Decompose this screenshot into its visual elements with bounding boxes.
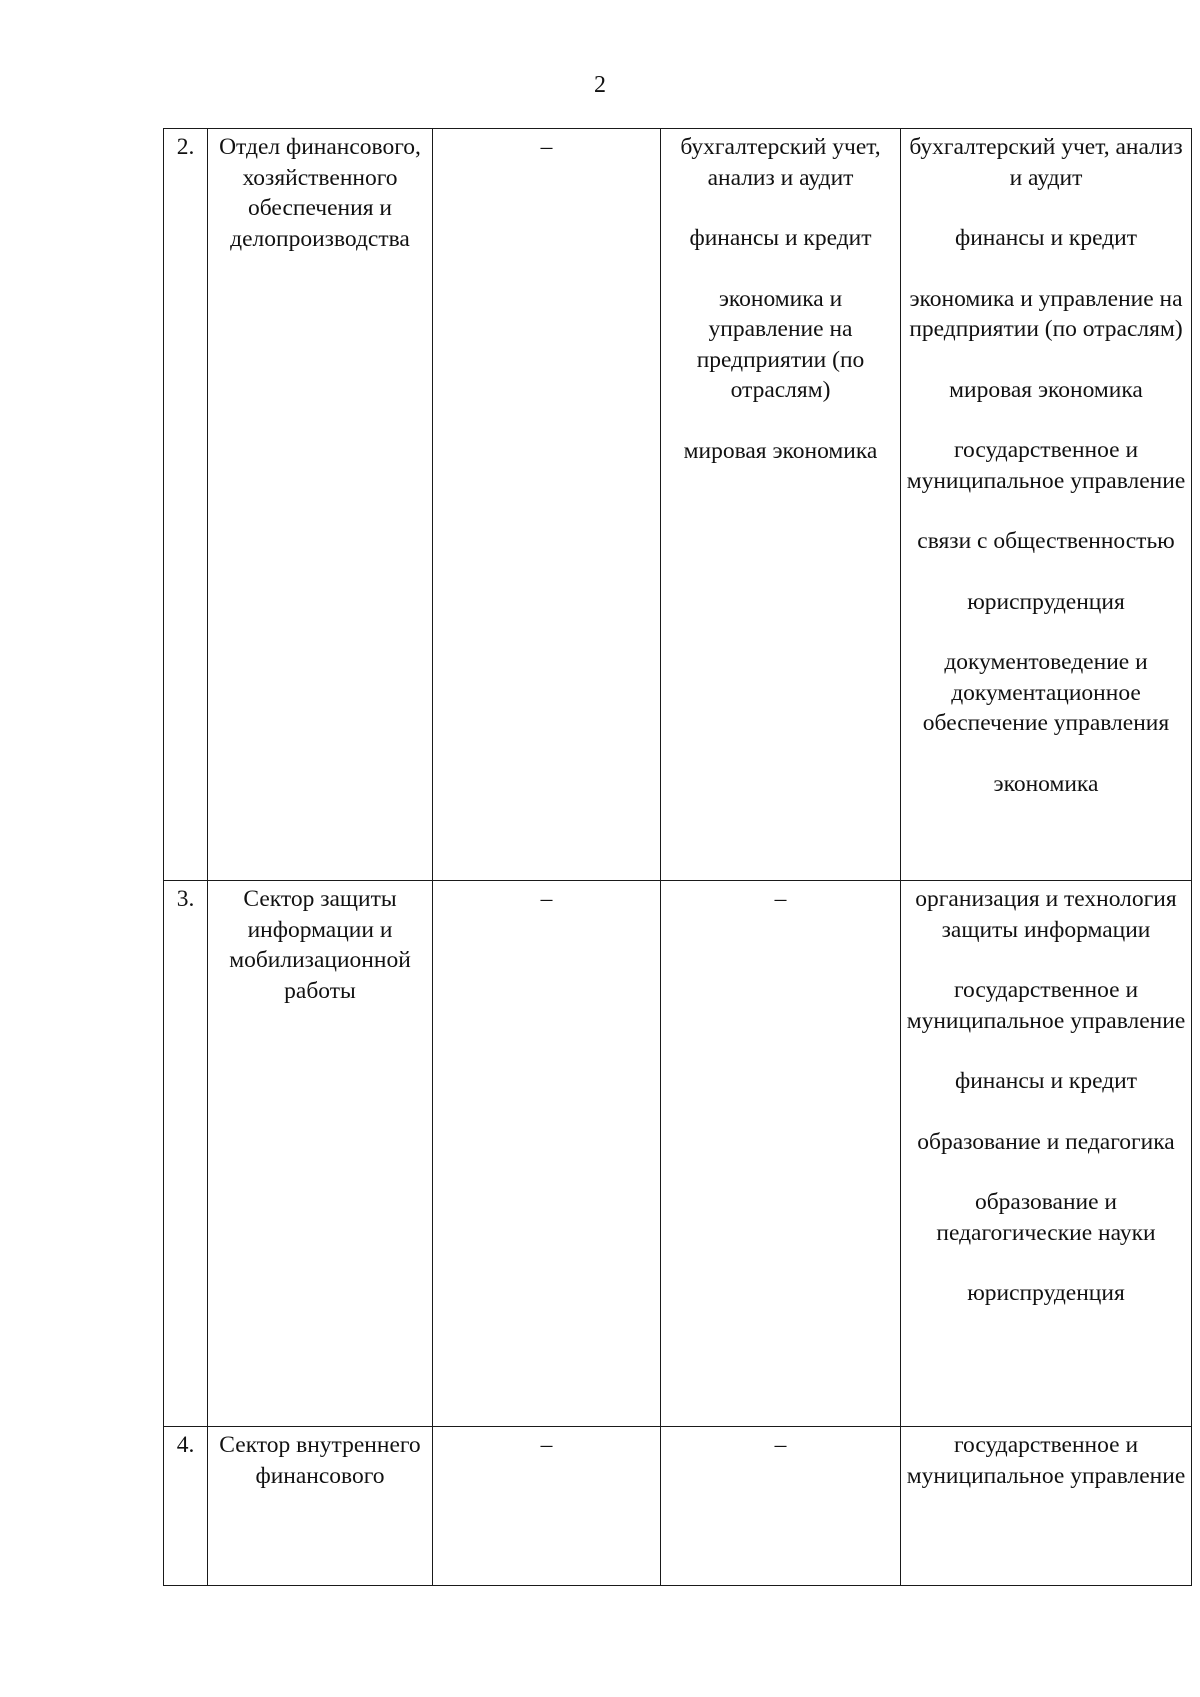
table-row-3 — [163, 880, 1192, 1426]
list-item: финансы и кредит — [689, 225, 872, 251]
column-c-list — [900, 880, 1192, 1426]
staff-requirements-table — [163, 128, 1192, 1585]
column-b-value — [660, 1426, 900, 1585]
table-bottom-border — [163, 1585, 1192, 1586]
column-c-list — [900, 1426, 1192, 1585]
list-item: организация и технология защиты информации — [915, 886, 1177, 943]
list-item: юриспруденция — [967, 1280, 1125, 1306]
column-a-value — [432, 880, 660, 1426]
list-item: экономика — [993, 770, 1099, 797]
row-number: 2. — [163, 128, 207, 880]
list-item: экономика и управление на предприятии (по отраслям) — [696, 285, 865, 403]
list-item: мировая экономика — [949, 376, 1143, 403]
list-item: государственное и муниципальное управление — [906, 977, 1186, 1034]
list-item: мировая экономика — [683, 437, 878, 464]
dash-mark: – — [540, 886, 553, 912]
list-item: финансы и кредит — [954, 1068, 1138, 1094]
row-number: 3. — [163, 880, 207, 1426]
department-name: Сектор защиты информации и мобилизационной работы — [207, 880, 432, 1426]
dash-mark: – — [774, 1432, 787, 1458]
table-row-4 — [163, 1426, 1192, 1585]
dash-mark: – — [540, 1432, 553, 1458]
department-name: Отдел финансового, хозяйственного обеспечения и делопроизводства — [207, 128, 432, 880]
column-c-list — [900, 128, 1192, 880]
department-name: Сектор внутреннего финансового — [207, 1426, 432, 1585]
page-number: 2 — [594, 72, 606, 98]
list-item: экономика и управление на предприятии (по отраслям) — [909, 285, 1183, 342]
list-item: бухгалтерский учет, анализ и аудит — [909, 134, 1183, 191]
list-item: финансы и кредит — [954, 225, 1138, 251]
column-b-list — [660, 128, 900, 880]
list-item: образование и педагогические науки — [936, 1189, 1156, 1246]
row-number: 4. — [163, 1426, 207, 1585]
list-item: образование и педагогика — [917, 1128, 1175, 1155]
list-item: государственное и муниципальное управление — [906, 1432, 1186, 1489]
list-item: государственное и муниципальное управление — [906, 437, 1186, 494]
table-row-2 — [163, 128, 1192, 880]
list-item: связи с общественностью — [917, 528, 1175, 554]
dash-mark: – — [774, 886, 787, 912]
dash-mark: – — [540, 134, 553, 160]
list-item: юриспруденция — [967, 588, 1125, 615]
column-b-value — [660, 880, 900, 1426]
list-item: документоведение и документационное обеспечение управления — [922, 649, 1170, 736]
column-a-value — [432, 128, 660, 880]
list-item: бухгалтерский учет, анализ и аудит — [680, 134, 881, 191]
column-a-value — [432, 1426, 660, 1585]
